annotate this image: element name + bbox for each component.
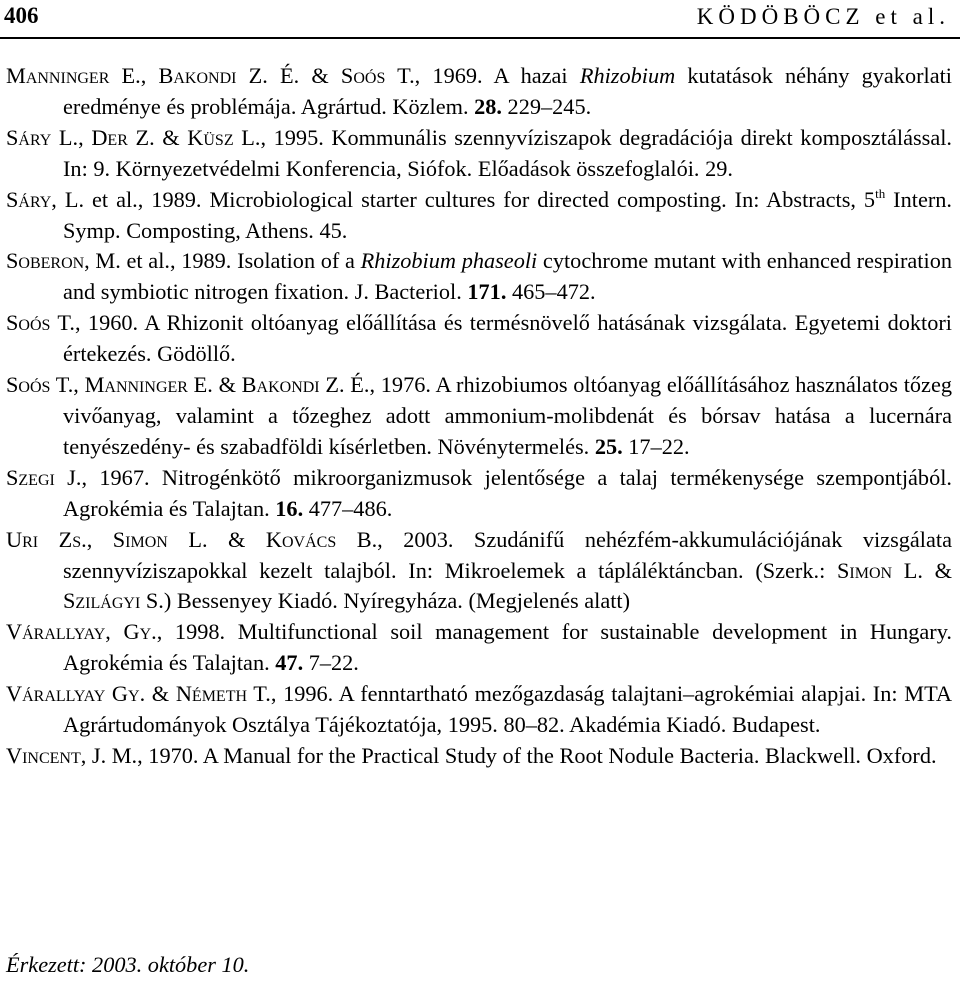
- reference-authors: Sáry, L.: [6, 186, 85, 212]
- reference-text: kutatások néhány gyakorlati eredménye és problémája. Agrártud. Közlem.: [63, 63, 952, 119]
- reference-authors: Vincent, J. M.: [6, 742, 138, 768]
- reference-text: , 1996. A fenntartható mezőgazdaság talajtani–agrokémiai alapjai. In: MTA Agrártudományok Osztálya Tájékoztatója, 1995. 80–82. Akadémia Kiadó. Budapest.: [63, 681, 953, 738]
- reference-text: , 1969. A hazai: [414, 63, 580, 88]
- reference-text: 229–245.: [501, 93, 592, 119]
- reference-item: [6, 525, 952, 618]
- reference-text: , 1998. Multifunctional soil management for sustainable development in Hungary. Agrokémia és Talajtan.: [63, 619, 952, 676]
- reference-item: [6, 123, 952, 185]
- reference-text: 477–486.: [303, 495, 393, 521]
- reference-text: , 1976. A rhizobiumos oltóanyag előállításához használatos tőzeg vivőanyag, valamint a tőzeghez adott ammonium-molibdenát és bórsav hatása a lucernára tenyészedény- és szabadföldi kísérletben. Növénytermelés.: [63, 372, 952, 459]
- volume-number: 28.: [474, 93, 502, 119]
- reference-item: [6, 61, 952, 123]
- reference-authors: Várallyay Gy. & Németh T.: [6, 681, 271, 707]
- volume-number: 25.: [594, 433, 623, 459]
- reference-item: [6, 246, 952, 308]
- reference-text: Intern. Symp. Composting, Athens. 45.: [63, 186, 952, 243]
- reference-text: , 2003. Szudánifű nehézfém-akkumulációjának vizsgálata szennyvíziszapokkal kezelt talajból. In: Mikroelemek a tápláléktáncban. (Szerk.:: [63, 526, 952, 583]
- reference-text: et al., 1989. Isolation of a: [120, 248, 361, 274]
- volume-number: 16.: [275, 495, 304, 521]
- reference-authors: Sáry L., Der Z. & Küsz L.: [6, 124, 261, 150]
- reference-text: 17–22.: [622, 433, 690, 459]
- species-name: Rhizobium phaseoli: [360, 248, 538, 274]
- reference-item: [6, 185, 952, 247]
- editor-names: Simon L. & Szilágyi S.: [63, 557, 952, 614]
- volume-number: 171.: [467, 279, 507, 305]
- received-date: Érkezett: 2003. október 10.: [6, 952, 250, 977]
- reference-text: ) Bessenyey Kiadó. Nyíregyháza. (Megjelenés alatt): [163, 588, 631, 614]
- ordinal-superscript: th: [875, 185, 886, 201]
- reference-authors: Soberon, M.: [6, 248, 121, 274]
- reference-text: , 1970. A Manual for the Practical Study of the Root Nodule Bacteria. Blackwell. Oxford.: [137, 742, 937, 768]
- reference-item: [6, 679, 952, 741]
- reference-item: [6, 463, 952, 525]
- reference-authors: Manninger E., Bakondi Z. É. & Soós T.: [6, 63, 415, 88]
- volume-number: 47.: [275, 650, 304, 676]
- page-number: 406: [4, 3, 39, 28]
- reference-item: [6, 617, 952, 679]
- reference-text: , 1995. Kommunális szennyvíziszapok degradációja direkt komposztálással. In: 9. Környezetvédelmi Konferencia, Siófok. Előadások összefoglalói. 29.: [63, 124, 953, 181]
- reference-authors: Szegi J.: [6, 464, 82, 490]
- reference-text: , 1967. Nitrogénkötő mikroorganizmusok jelentősége a talaj termékenysége szempontjából. Agrokémia és Talajtan.: [63, 464, 952, 521]
- reference-text: 7–22.: [303, 650, 359, 676]
- species-name: Rhizobium: [579, 63, 676, 88]
- reference-text: cytochrome mutant with enhanced respiration and symbiotic nitrogen fixation. J. Bacteriol.: [63, 248, 952, 305]
- reference-list: [6, 61, 952, 772]
- running-head: KÖDÖBÖCZ et al.: [696, 4, 950, 29]
- reference-authors: Várallyay, Gy.: [6, 619, 157, 645]
- page-header: [0, 0, 960, 39]
- reference-item: [6, 308, 952, 370]
- reference-authors: Soós T., Manninger E. & Bakondi Z. É.: [6, 372, 370, 398]
- reference-text: , 1960. A Rhizonit oltóanyag előállítása és termésnövelő hatásának vizsgálata. Egyetemi doktori értekezés. Gödöllő.: [63, 310, 952, 367]
- reference-text: et al., 1989. Microbiological starter cultures for directed composting. In: Abstracts, 5: [84, 186, 876, 212]
- reference-authors: Soós T.: [6, 310, 75, 336]
- reference-authors: Uri Zs., Simon L. & Kovács B.: [6, 526, 378, 552]
- reference-item: [6, 370, 952, 463]
- reference-text: 465–472.: [506, 279, 596, 305]
- reference-item: [6, 741, 952, 772]
